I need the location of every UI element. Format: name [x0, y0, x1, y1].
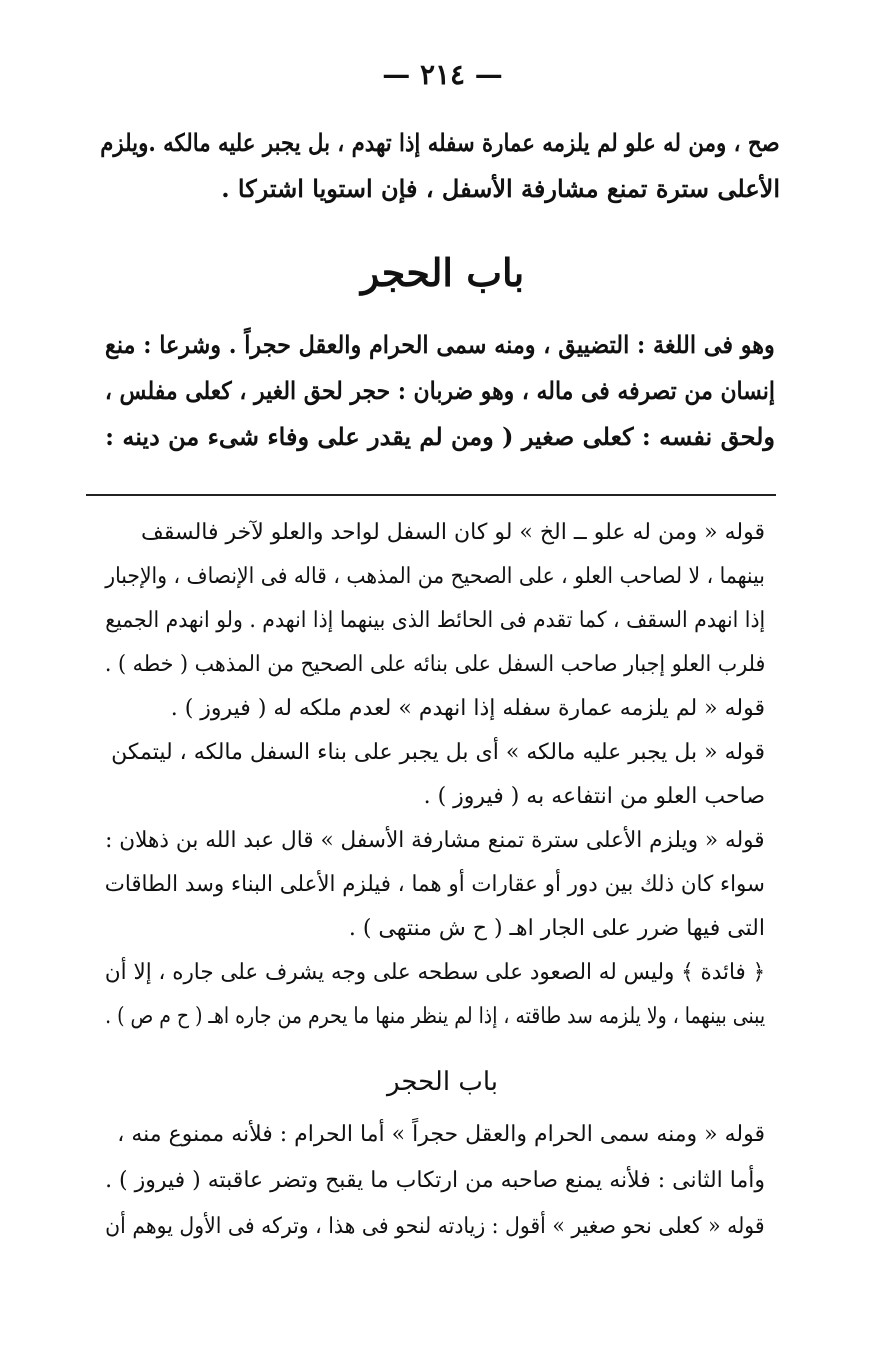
note-line-9: سواء كان ذلك بين دور أو عقارات أو هما ، فيلزم الأعلى البناء وسد الطاقات [104, 872, 765, 897]
chapter-heading: باب الحجر [360, 250, 525, 295]
main-body-line-1: وهو فى اللغة : التضييق ، ومنه سمى الحرام والعقل حجراً . وشرعا : منع [105, 330, 775, 359]
main-body-line-2: إنسان من تصرفه فى ماله ، وهو ضربان : حجر لحق الغير ، كعلى مفلس ، [104, 376, 775, 405]
note-line-7: صاحب العلو من انتفاعه به ( فيروز ) . [423, 784, 765, 809]
note-line-8: قوله « ويلزم الأعلى سترة تمنع مشارفة الأسفل » قال عبد الله بن ذهلان : [105, 828, 765, 853]
note-tail-line-3: قوله « كعلى نحو صغير » أقول : زيادته لنحو فى هذا ، وتركه فى الأول يوهم أن [105, 1214, 765, 1239]
note-line-1: قوله « ومن له علو ــ الخ » لو كان السفل لواحد والعلو لآخر فالسقف [141, 520, 765, 545]
commentary-notes [105, 520, 765, 1060]
main-intro-line-2: الأعلى سترة تمنع مشارفة الأسفل ، فإن استويا اشتركا . [221, 174, 780, 203]
note-line-4: فلرب العلو إجبار صاحب السفل على بنائه على الصحيح من المذهب ( خطه ) . [104, 652, 765, 677]
note-tail-line-1: قوله « ومنه سمى الحرام والعقل حجراً » أما الحرام : فلأنه ممنوع منه ، [117, 1122, 765, 1147]
note-line-5: قوله « لم يلزمه عمارة سفله إذا انهدم » لعدم ملكه له ( فيروز ) . [170, 696, 765, 721]
note-line-12: يبنى بينهما ، ولا يلزمه سد طاقته ، إذا لم ينظر منها ما يحرم من جاره اهـ ( ح م ص ) . [105, 1004, 765, 1029]
main-body-line-3: ولحق نفسه : كعلى صغير ( ومن لم يقدر على وفاء شىء من دينه : [105, 422, 775, 451]
note-tail-line-2: وأما الثانى : فلأنه يمنع صاحبه من ارتكاب ما يقبح وتضر عاقبته ( فيروز ) . [105, 1168, 765, 1193]
note-line-2: بينهما ، لا لصاحب العلو ، على الصحيح من المذهب ، قاله فى الإنصاف ، والإجبار [105, 564, 765, 589]
main-body-paragraph [105, 330, 775, 470]
commentary-notes-tail [105, 1122, 765, 1272]
footnote-separator [86, 494, 776, 496]
note-line-3: إذا انهدم السقف ، كما تقدم فى الحائط الذى بينهما إذا انهدم . ولو انهدم الجميع [104, 608, 765, 633]
note-line-6: قوله « بل يجبر عليه مالكه » أى بل يجبر على بناء السفل مالكه ، ليتمكن [111, 740, 765, 765]
main-intro-paragraph [100, 128, 780, 218]
note-line-11: ﴿ فائدة ﴾ وليس له الصعود على سطحه على وجه يشرف على جاره ، إلا أن [104, 960, 765, 985]
main-intro-line-1: صح ، ومن له علو لم يلزمه عمارة سفله إذا تهدم ، بل يجبر عليه مالكه .ويلزم [100, 128, 780, 157]
page-number: — ٢١٤ — [382, 58, 503, 91]
note-line-10: التى فيها ضرر على الجار اهـ ( ح ش منتهى ) . [348, 916, 765, 941]
notes-section-heading: باب الحجر [387, 1067, 498, 1097]
